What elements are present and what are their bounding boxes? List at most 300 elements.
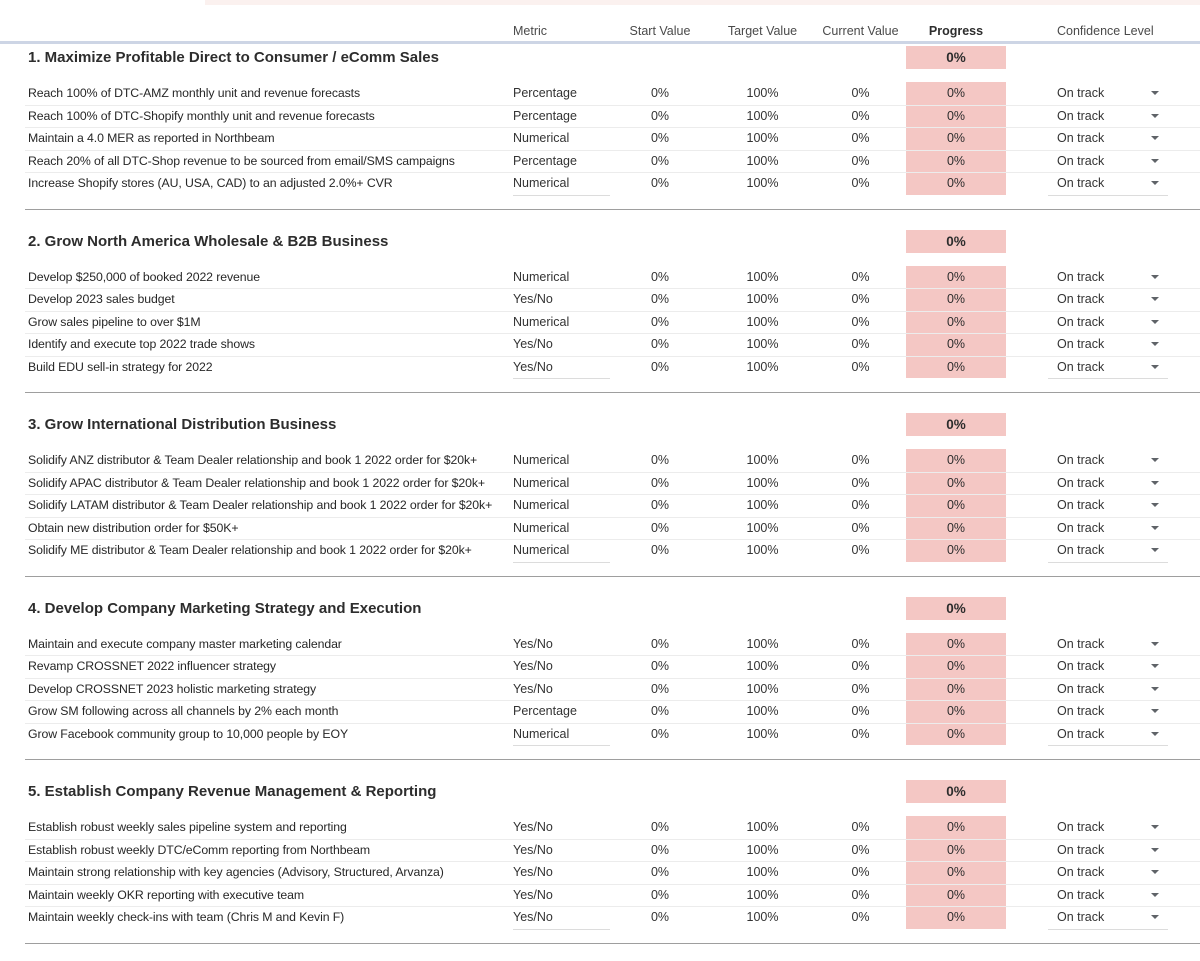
chevron-down-icon[interactable] (1151, 136, 1159, 140)
confidence-dropdown[interactable] (1048, 539, 1168, 562)
current-value-cell: 0% (851, 704, 870, 719)
progress-badge: 0% (906, 839, 1006, 862)
confidence-value: On track (1057, 153, 1105, 168)
current-value-cell: 0% (851, 359, 870, 374)
target-value-cell: 100% (746, 314, 779, 329)
progress-cell (906, 333, 1006, 356)
start-value-cell: 0% (650, 704, 670, 719)
chevron-down-icon[interactable] (1151, 181, 1159, 185)
target-value-cell: 100% (746, 359, 779, 374)
key-result-name: Maintain strong relationship with key agencies (Advisory, Structured, Arvanza) (28, 865, 444, 880)
current-value-cell: 0% (851, 543, 870, 558)
section-title: 1. Maximize Profitable Direct to Consumer / eComm Sales (28, 49, 439, 66)
progress-badge: 0% (906, 678, 1006, 701)
metric-cell: Percentage (513, 704, 577, 719)
section-rows (0, 449, 1200, 562)
progress-cell (906, 356, 1006, 379)
chevron-down-icon[interactable] (1151, 365, 1159, 369)
confidence-value: On track (1057, 86, 1105, 101)
current-value-cell: 0% (851, 176, 870, 191)
confidence-dropdown[interactable] (1048, 494, 1168, 517)
progress-cell (906, 449, 1006, 472)
confidence-dropdown[interactable] (1048, 311, 1168, 334)
confidence-dropdown[interactable] (1048, 633, 1168, 656)
target-value-cell: 100% (746, 292, 779, 307)
confidence-value: On track (1057, 704, 1105, 719)
progress-badge: 0% (906, 723, 1006, 746)
metric-cell: Yes/No (513, 842, 553, 857)
confidence-dropdown[interactable] (1048, 288, 1168, 311)
table-row (0, 333, 1200, 356)
target-value-cell: 100% (746, 681, 779, 696)
confidence-dropdown[interactable] (1048, 678, 1168, 701)
section-separator (25, 392, 1200, 393)
table-row (0, 517, 1200, 540)
metric-cell: Yes/No (500, 356, 610, 379)
section-progress-cell (906, 597, 1006, 620)
confidence-value: On track (1057, 359, 1105, 374)
target-value-cell: 100% (746, 269, 779, 284)
column-header-metric: Metric (513, 24, 548, 38)
target-value-cell: 100% (746, 520, 779, 535)
progress-cell (906, 816, 1006, 839)
metric-cell: Numerical (513, 475, 570, 490)
key-result-name: Establish robust weekly sales pipeline system and reporting (28, 820, 347, 835)
start-value-cell: 0% (650, 269, 670, 284)
confidence-value: On track (1057, 176, 1105, 191)
confidence-dropdown[interactable] (1048, 655, 1168, 678)
metric-cell: Yes/No (513, 292, 553, 307)
table-row (0, 884, 1200, 907)
progress-badge: 0% (906, 288, 1006, 311)
confidence-value: On track (1057, 269, 1105, 284)
start-value-cell: 0% (650, 726, 670, 741)
confidence-value: On track (1057, 636, 1105, 651)
confidence-dropdown[interactable] (1048, 517, 1168, 540)
table-row (0, 861, 1200, 884)
okr-table (0, 44, 1200, 961)
progress-cell (906, 539, 1006, 562)
start-value-cell: 0% (650, 543, 670, 558)
confidence-value: On track (1057, 520, 1105, 535)
section-progress-cell (906, 46, 1006, 69)
progress-badge: 0% (906, 472, 1006, 495)
progress-badge: 0% (906, 105, 1006, 128)
progress-cell (906, 311, 1006, 334)
table-row (0, 82, 1200, 105)
confidence-dropdown[interactable] (1048, 333, 1168, 356)
start-value-cell: 0% (650, 153, 670, 168)
section-separator (25, 759, 1200, 760)
start-value-cell: 0% (650, 659, 670, 674)
chevron-down-icon[interactable] (1151, 91, 1159, 95)
current-value-cell: 0% (851, 86, 870, 101)
progress-badge: 0% (906, 311, 1006, 334)
start-value-cell: 0% (650, 475, 670, 490)
chevron-down-icon[interactable] (1151, 297, 1159, 301)
table-row (0, 127, 1200, 150)
section-rows (0, 633, 1200, 746)
target-value-cell: 100% (746, 820, 779, 835)
metric-cell: Numerical (513, 498, 570, 513)
progress-cell (906, 472, 1006, 495)
confidence-dropdown[interactable] (1048, 150, 1168, 173)
table-row (0, 105, 1200, 128)
progress-badge: 0% (906, 884, 1006, 907)
table-row (0, 700, 1200, 723)
progress-badge: 0% (906, 494, 1006, 517)
confidence-value: On track (1057, 887, 1105, 902)
chevron-down-icon[interactable] (1151, 870, 1159, 874)
table-row (0, 494, 1200, 517)
confidence-value: On track (1057, 865, 1105, 880)
progress-badge: 0% (906, 816, 1006, 839)
start-value-cell: 0% (650, 359, 670, 374)
current-value-cell: 0% (851, 520, 870, 535)
progress-badge: 0% (906, 127, 1006, 150)
progress-cell (906, 172, 1006, 195)
confidence-dropdown[interactable] (1048, 723, 1168, 746)
chevron-down-icon[interactable] (1151, 320, 1159, 324)
progress-cell (906, 266, 1006, 289)
metric-cell: Numerical (500, 539, 610, 562)
key-result-name: Establish robust weekly DTC/eComm reporting from Northbeam (28, 842, 371, 857)
key-result-name: Build EDU sell-in strategy for 2022 (28, 359, 213, 374)
chevron-down-icon[interactable] (1151, 825, 1159, 829)
chevron-down-icon[interactable] (1151, 687, 1159, 691)
key-result-name: Revamp CROSSNET 2022 influencer strategy (28, 659, 276, 674)
section-header-row (0, 413, 1200, 436)
section-rows (0, 82, 1200, 195)
okr-section (0, 44, 1200, 228)
confidence-dropdown[interactable] (1048, 449, 1168, 472)
chevron-down-icon[interactable] (1151, 732, 1159, 736)
key-result-name: Solidify APAC distributor & Team Dealer relationship and book 1 2022 order for $20k+ (28, 475, 485, 490)
section-rows (0, 816, 1200, 929)
start-value-cell: 0% (650, 910, 670, 925)
chevron-down-icon[interactable] (1151, 503, 1159, 507)
progress-cell (906, 884, 1006, 907)
start-value-cell: 0% (650, 498, 670, 513)
table-row (0, 150, 1200, 173)
progress-badge: 0% (906, 266, 1006, 289)
target-value-cell: 100% (746, 498, 779, 513)
current-value-cell: 0% (851, 475, 870, 490)
metric-cell: Percentage (513, 86, 577, 101)
key-result-name: Identify and execute top 2022 trade shows (28, 337, 255, 352)
section-separator (25, 943, 1200, 944)
current-value-cell: 0% (851, 681, 870, 696)
section-progress-cell (906, 413, 1006, 436)
progress-cell (906, 839, 1006, 862)
chevron-down-icon[interactable] (1151, 548, 1159, 552)
target-value-cell: 100% (746, 842, 779, 857)
key-result-name: Grow Facebook community group to 10,000 people by EOY (28, 726, 349, 741)
current-value-cell: 0% (851, 131, 870, 146)
key-result-name: Reach 100% of DTC-Shopify monthly unit and revenue forecasts (28, 108, 375, 123)
table-row (0, 539, 1200, 562)
confidence-dropdown[interactable] (1048, 884, 1168, 907)
chevron-down-icon[interactable] (1151, 458, 1159, 462)
confidence-dropdown[interactable] (1048, 839, 1168, 862)
current-value-cell: 0% (851, 636, 870, 651)
section-progress-cell (906, 780, 1006, 803)
progress-cell (906, 105, 1006, 128)
progress-cell (906, 633, 1006, 656)
metric-cell: Numerical (500, 172, 610, 195)
key-result-name: Increase Shopify stores (AU, USA, CAD) to an adjusted 2.0%+ CVR (28, 176, 393, 191)
start-value-cell: 0% (650, 108, 670, 123)
table-row (0, 816, 1200, 839)
section-header-row (0, 597, 1200, 620)
column-header-target-value: Target Value (727, 24, 798, 38)
confidence-dropdown[interactable] (1048, 861, 1168, 884)
metric-cell: Yes/No (513, 820, 553, 835)
target-value-cell: 100% (746, 153, 779, 168)
progress-badge: 0% (906, 517, 1006, 540)
progress-badge: 0% (906, 333, 1006, 356)
target-value-cell: 100% (746, 636, 779, 651)
section-title: 2. Grow North America Wholesale & B2B Business (28, 232, 389, 250)
confidence-value: On track (1057, 108, 1105, 123)
start-value-cell: 0% (650, 520, 670, 535)
section-progress-badge: 0% (906, 780, 1006, 803)
confidence-value: On track (1057, 820, 1105, 835)
current-value-cell: 0% (851, 910, 870, 925)
start-value-cell: 0% (650, 887, 670, 902)
target-value-cell: 100% (746, 86, 779, 101)
confidence-value: On track (1057, 453, 1105, 468)
start-value-cell: 0% (650, 314, 670, 329)
current-value-cell: 0% (851, 314, 870, 329)
progress-badge: 0% (906, 655, 1006, 678)
table-row (0, 356, 1200, 379)
target-value-cell: 100% (746, 176, 779, 191)
target-value-cell: 100% (746, 453, 779, 468)
key-result-name: Develop $250,000 of booked 2022 revenue (28, 269, 260, 284)
chevron-down-icon[interactable] (1151, 114, 1159, 118)
confidence-value: On track (1057, 475, 1105, 490)
top-accent-bar (205, 0, 1200, 5)
metric-cell: Percentage (513, 153, 577, 168)
current-value-cell: 0% (851, 887, 870, 902)
key-result-name: Reach 100% of DTC-AMZ monthly unit and revenue forecasts (28, 86, 361, 101)
target-value-cell: 100% (746, 865, 779, 880)
target-value-cell: 100% (746, 337, 779, 352)
chevron-down-icon[interactable] (1151, 893, 1159, 897)
target-value-cell: 100% (746, 726, 779, 741)
metric-cell: Yes/No (513, 659, 553, 674)
key-result-name: Maintain weekly OKR reporting with executive team (28, 887, 305, 902)
section-separator (25, 576, 1200, 577)
target-value-cell: 100% (746, 108, 779, 123)
metric-cell: Yes/No (513, 337, 553, 352)
chevron-down-icon[interactable] (1151, 709, 1159, 713)
okr-section (0, 411, 1200, 595)
confidence-value: On track (1057, 498, 1105, 513)
current-value-cell: 0% (851, 337, 870, 352)
metric-cell: Yes/No (513, 636, 553, 651)
target-value-cell: 100% (746, 659, 779, 674)
progress-badge: 0% (906, 150, 1006, 173)
table-row (0, 266, 1200, 289)
start-value-cell: 0% (650, 865, 670, 880)
section-header-row (0, 780, 1200, 803)
metric-cell: Numerical (513, 269, 570, 284)
progress-cell (906, 517, 1006, 540)
chevron-down-icon[interactable] (1151, 342, 1159, 346)
confidence-dropdown[interactable] (1048, 356, 1168, 379)
confidence-dropdown[interactable] (1048, 472, 1168, 495)
table-row (0, 723, 1200, 746)
start-value-cell: 0% (650, 337, 670, 352)
progress-badge: 0% (906, 861, 1006, 884)
key-result-name: Solidify LATAM distributor & Team Dealer relationship and book 1 2022 order for $20k+ (28, 498, 493, 513)
okr-section (0, 228, 1200, 412)
progress-badge: 0% (906, 449, 1006, 472)
start-value-cell: 0% (650, 636, 670, 651)
confidence-value: On track (1057, 726, 1105, 741)
key-result-name: Grow SM following across all channels by 2% each month (28, 704, 339, 719)
column-header-confidence-level: Confidence Level (1057, 24, 1154, 38)
chevron-down-icon[interactable] (1151, 642, 1159, 646)
table-row (0, 288, 1200, 311)
table-row (0, 172, 1200, 195)
chevron-down-icon[interactable] (1151, 481, 1159, 485)
key-result-name: Maintain weekly check-ins with team (Chris M and Kevin F) (28, 910, 345, 925)
metric-cell: Numerical (513, 520, 570, 535)
current-value-cell: 0% (851, 153, 870, 168)
progress-cell (906, 150, 1006, 173)
chevron-down-icon[interactable] (1151, 664, 1159, 668)
table-row (0, 655, 1200, 678)
start-value-cell: 0% (650, 176, 670, 191)
section-progress-badge: 0% (906, 597, 1006, 620)
progress-cell (906, 700, 1006, 723)
target-value-cell: 100% (746, 131, 779, 146)
target-value-cell: 100% (746, 543, 779, 558)
table-row (0, 449, 1200, 472)
confidence-dropdown[interactable] (1048, 172, 1168, 195)
okr-section (0, 778, 1200, 961)
column-header-start-value: Start Value (629, 24, 691, 38)
table-row (0, 839, 1200, 862)
confidence-dropdown[interactable] (1048, 266, 1168, 289)
start-value-cell: 0% (650, 292, 670, 307)
confidence-dropdown[interactable] (1048, 906, 1168, 929)
table-row (0, 906, 1200, 929)
confidence-value: On track (1057, 337, 1105, 352)
key-result-name: Grow sales pipeline to over $1M (28, 314, 201, 329)
metric-cell: Yes/No (513, 865, 553, 880)
key-result-name: Solidify ME distributor & Team Dealer relationship and book 1 2022 order for $20k+ (28, 543, 472, 558)
progress-cell (906, 655, 1006, 678)
target-value-cell: 100% (746, 475, 779, 490)
metric-cell: Yes/No (500, 906, 610, 929)
progress-badge: 0% (906, 539, 1006, 562)
metric-cell: Numerical (500, 723, 610, 746)
confidence-value: On track (1057, 292, 1105, 307)
confidence-dropdown[interactable] (1048, 127, 1168, 150)
table-row (0, 472, 1200, 495)
key-result-name: Maintain a 4.0 MER as reported in Northbeam (28, 131, 275, 146)
target-value-cell: 100% (746, 704, 779, 719)
current-value-cell: 0% (851, 820, 870, 835)
current-value-cell: 0% (851, 498, 870, 513)
section-header-row (0, 46, 1200, 69)
metric-cell: Numerical (513, 453, 570, 468)
progress-cell (906, 861, 1006, 884)
chevron-down-icon[interactable] (1151, 848, 1159, 852)
metric-cell: Numerical (513, 131, 570, 146)
start-value-cell: 0% (650, 453, 670, 468)
chevron-down-icon[interactable] (1151, 159, 1159, 163)
target-value-cell: 100% (746, 910, 779, 925)
start-value-cell: 0% (650, 820, 670, 835)
key-result-name: Develop 2023 sales budget (28, 292, 175, 307)
current-value-cell: 0% (851, 269, 870, 284)
section-title: 5. Establish Company Revenue Management & Reporting (28, 783, 437, 800)
key-result-name: Maintain and execute company master marketing calendar (28, 636, 342, 651)
confidence-dropdown[interactable] (1048, 105, 1168, 128)
confidence-dropdown[interactable] (1048, 700, 1168, 723)
key-result-name: Solidify ANZ distributor & Team Dealer relationship and book 1 2022 order for $20k+ (28, 453, 478, 468)
section-progress-badge: 0% (906, 413, 1006, 436)
key-result-name: Develop CROSSNET 2023 holistic marketing strategy (28, 681, 317, 696)
okr-section (0, 595, 1200, 779)
confidence-value: On track (1057, 543, 1105, 558)
chevron-down-icon[interactable] (1151, 526, 1159, 530)
confidence-value: On track (1057, 131, 1105, 146)
start-value-cell: 0% (650, 131, 670, 146)
section-rows (0, 266, 1200, 379)
confidence-value: On track (1057, 314, 1105, 329)
key-result-name: Obtain new distribution order for $50K+ (28, 520, 239, 535)
column-header-row (0, 21, 1200, 41)
progress-badge: 0% (906, 700, 1006, 723)
progress-cell (906, 723, 1006, 746)
progress-cell (906, 127, 1006, 150)
progress-badge: 0% (906, 906, 1006, 929)
progress-cell (906, 494, 1006, 517)
progress-cell (906, 82, 1006, 105)
table-row (0, 311, 1200, 334)
chevron-down-icon[interactable] (1151, 275, 1159, 279)
confidence-dropdown[interactable] (1048, 816, 1168, 839)
confidence-value: On track (1057, 681, 1105, 696)
section-progress-badge: 0% (906, 230, 1006, 253)
table-row (0, 678, 1200, 701)
table-row (0, 633, 1200, 656)
confidence-dropdown[interactable] (1048, 82, 1168, 105)
chevron-down-icon[interactable] (1151, 915, 1159, 919)
current-value-cell: 0% (851, 659, 870, 674)
current-value-cell: 0% (851, 865, 870, 880)
start-value-cell: 0% (650, 681, 670, 696)
section-separator (25, 209, 1200, 210)
progress-cell (906, 906, 1006, 929)
current-value-cell: 0% (851, 292, 870, 307)
progress-cell (906, 288, 1006, 311)
start-value-cell: 0% (650, 842, 670, 857)
metric-cell: Numerical (513, 314, 570, 329)
target-value-cell: 100% (746, 887, 779, 902)
section-title: 3. Grow International Distribution Business (28, 416, 337, 433)
metric-cell: Yes/No (513, 887, 553, 902)
key-result-name: Reach 20% of all DTC-Shop revenue to be sourced from email/SMS campaigns (28, 153, 455, 168)
progress-badge: 0% (906, 172, 1006, 195)
progress-cell (906, 678, 1006, 701)
